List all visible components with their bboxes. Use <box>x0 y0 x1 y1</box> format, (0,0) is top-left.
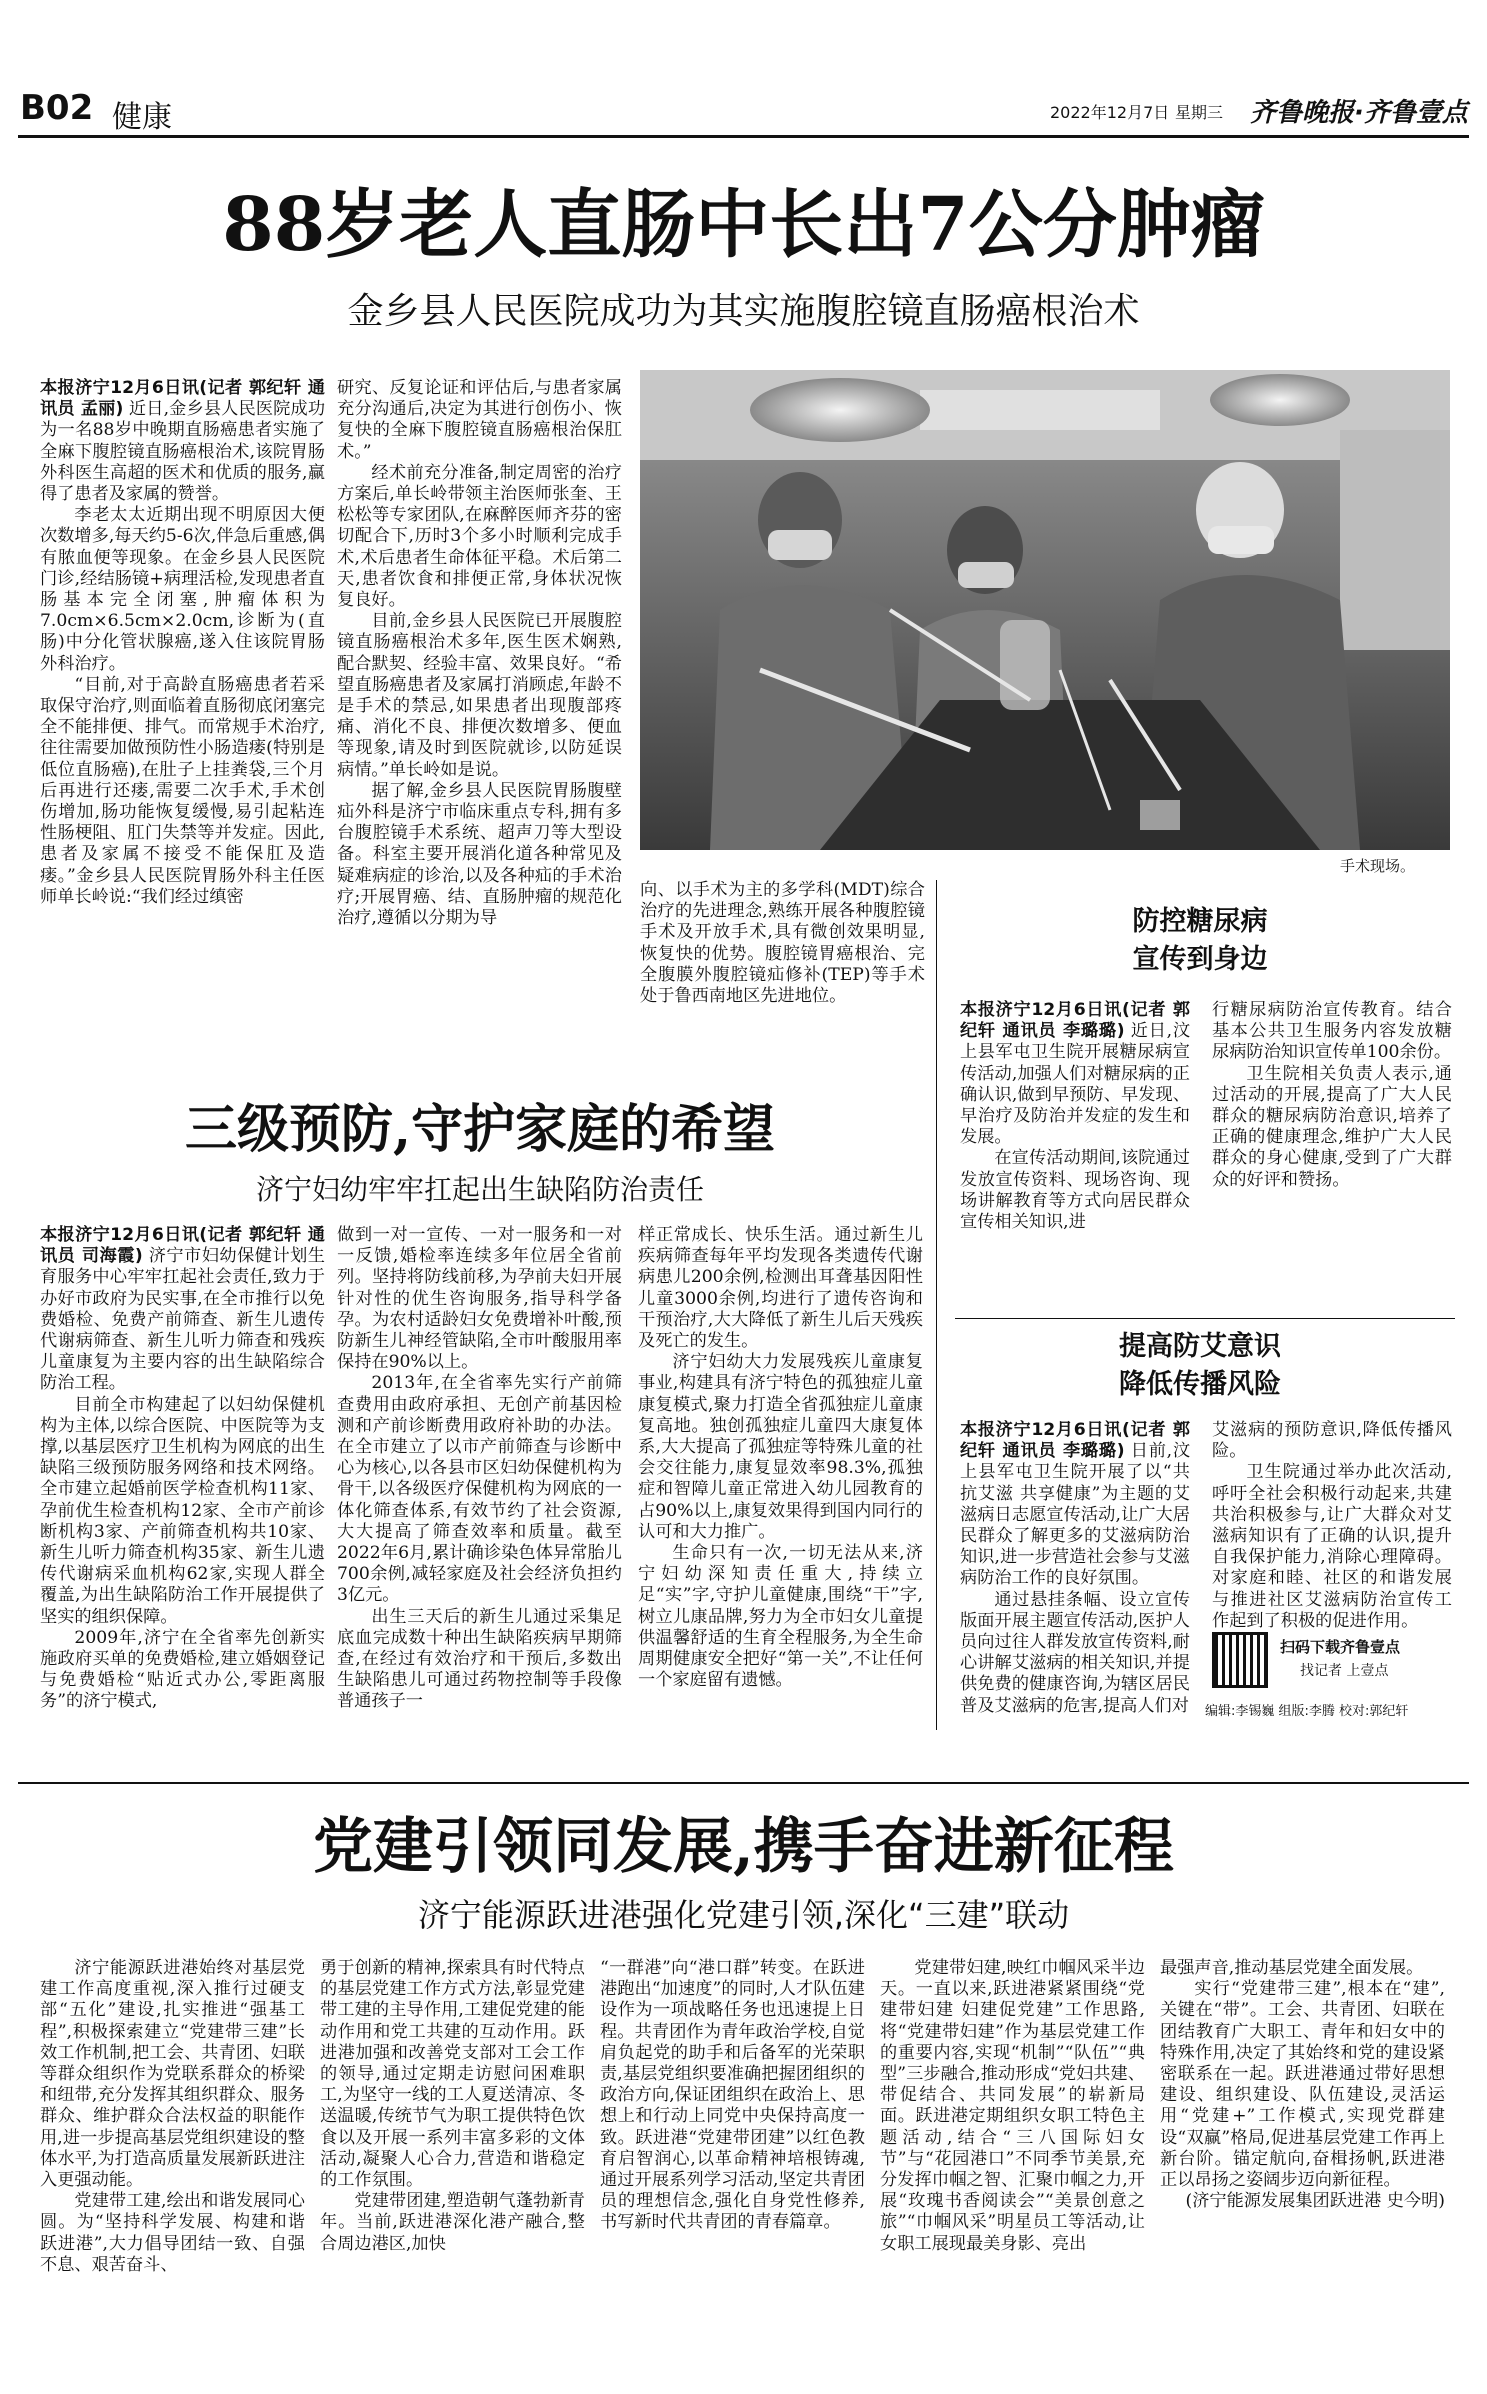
article3-column-4 <box>880 1958 1145 2383</box>
qr-label: 扫码下载齐鲁壹点 <box>1280 1638 1401 1656</box>
article3-paragraph: 实行“党建带三建”,根本在“建”,关键在“带”。工会、共青团、妇联在团结教育广大职工、青年和妇女中的特殊作用,决定了其始终和党的建设紧密联系在一起。跃进港通过带好思想建设、组织建设、队伍建设,灵活运用“党建+”工作模式,实现党群建设“双赢”格局,促进基层党建工作再上新台阶。锚定航向,奋楫扬帆,跃进港正以昂扬之姿阔步迈向新征程。 <box>1160 1979 1445 2191</box>
article1-paragraph: 研究、反复论证和评估后,与患者家属充分沟通后,决定为其进行创伤小、恢复快的全麻下腹腔镜直肠癌根治保肛术。” <box>337 378 622 462</box>
brief2-paragraph: 通过悬挂条幅、设立宣传版面开展主题宣传活动,医护人员向过往人群发放宣传资料,耐心讲解艾滋病的相关知识,并提供免费的健康咨询,为辖区居民普及艾滋病的危害,提高人们对 <box>960 1589 1190 1716</box>
brief1-byline: 本报济宁12月6日讯(记者 郭纪轩 通讯员 李璐璐) <box>960 1000 1190 1042</box>
article1-byline: 本报济宁12月6日讯(记者 郭纪轩 通讯员 孟丽) <box>40 378 325 420</box>
article3-subhead: 济宁能源跃进港强化党建引领,深化“三建”联动 <box>417 1896 1070 1934</box>
brief2-paragraph: 艾滋病的预防意识,降低传播风险。 <box>1212 1420 1452 1462</box>
brief1-column-1: 本报济宁12月6日讯(记者 郭纪轩 通讯员 李璐璐) 近日,汶上县军屯卫生院开展糖尿病宣传活动,加强人们对糖尿病的正确认识,做到早预防、早发现、早治疗及防治并发症的发生和发展。 在宣传活动期间,该院通过发放宣传资料、现场咨询、现场讲解教育等方式向居民群众宣传相关知识,进 <box>960 1000 1191 1233</box>
brief1-paragraph: 在宣传活动期间,该院通过发放宣传资料、现场咨询、现场讲解教育等方式向居民群众宣传相关知识,进 <box>960 1148 1190 1233</box>
article1-paragraph: “目前,对于高龄直肠癌患者若采取保守治疗,则面临着直肠彻底闭塞完全不能排便、排气。而常规手术治疗,往往需要加做预防性小肠造瘘(特别是低位直肠癌),在肚子上挂粪袋,三个月后再进行还瘘,需要二次手术,手术创伤增加,肠功能恢复缓慢,易引起粘连性肠梗阻、肛门失禁等并发症。因此,患者及家属不接受不能保肛及造瘘。”金乡县人民医院胃肠外科主任医师单长岭说:“我们经过缜密 <box>40 674 325 907</box>
qr-credit: 找记者 上壹点 <box>1300 1663 1389 1679</box>
article2-byline: 本报济宁12月6日讯(记者 郭纪轩 通讯员 司海霞) <box>40 1225 325 1267</box>
article3-column-1 <box>40 1958 305 2383</box>
brief1-title-line1: 防控糖尿病 <box>1132 906 1268 937</box>
article1-column-1: 本报济宁12月6日讯(记者 郭纪轩 通讯员 孟丽) 近日,金乡县人民医院成功为一名88岁中晚期直肠癌患者实施了全麻下腹腔镜直肠癌根治术,该院胃肠外科医生高超的医术和优质的服务,赢得了患者及家属的赞誉。 李老太太近期出现不明原因大便次数增多,每天约5-6次,伴急后重感,偶有脓血便等现象。在金乡县人民医院门诊,经结肠镜+病理活检,发现患者直肠基本完全闭塞,肿瘤体积为7.0cm×6.5cm×2.0cm,诊断为(直肠)中分化管状腺癌,遂入住该院胃肠外科治疗。 “目前,对于高龄直肠癌患者若采取保守治疗,则面临着直肠彻底闭塞完全不能排便、排气。而常规手术治疗,往往需要加做预防性小肠造瘘(特别是低位直肠癌),在肚子上挂粪袋,三个月后再进行还瘘,需要二次手术,手术创伤增加,肠功能恢复缓慢,易引起粘连性肠梗阻、肛门失禁等并发症。因此,患者及家属不接受不能保肛及造瘘。”金乡县人民医院胃肠外科主任医师单长岭说:“我们经过缜密 <box>40 378 326 907</box>
article1-headline: 88岁老人直肠中长出7公分肿瘤 <box>222 182 1265 268</box>
paper-logo: 齐鲁晚报·齐鲁壹点 <box>1250 98 1468 128</box>
qr-code[interactable] <box>1212 1632 1268 1688</box>
article2-paragraph: 目前全市构建起了以妇幼保健机构为主体,以综合医院、中医院等为支撑,以基层医疗卫生机构为网底的出生缺陷三级预防服务网络和技术网络。全市建立起婚前医学检查机构11家、孕前优生检查机构12家、全市产前诊断机构3家、产前筛查机构共10家、新生儿听力筛查机构35家、新生儿遗传代谢病采血机构62家,实现人群全覆盖,为出生缺陷防治工作开展提供了坚实的组织保障。 <box>40 1394 325 1627</box>
divider <box>955 1318 1455 1319</box>
article1-paragraph: 向、以手术为主的多学科(MDT)综合治疗的先进理念,熟练开展各种腹腔镜手术及开放手术,具有微创效果明显,恢复快的优势。腹腔镜胃癌根治、完全腹膜外腹腔镜疝修补(TEP)等手术处于鲁西南地区先进地位。 <box>640 880 925 1007</box>
article2-paragraph: 做到一对一宣传、一对一服务和一对一反馈,婚检率连续多年位居全省前列。坚持将防线前移,为孕前夫妇开展针对性的优生咨询服务,指导科学备孕。为农村适龄妇女免费增补叶酸,预防新生儿神经管缺陷,全市叶酸服用率保持在90%以上。 <box>337 1225 622 1373</box>
brief2-column-2 <box>1212 1420 1452 1631</box>
article2-paragraph: 生命只有一次,一切无法从来,济宁妇幼深知责任重大,持续立足“实”字,守护儿童健康,围绕“干”字,树立儿康品牌,努力为全市妇女儿童提供温馨舒适的生育全程服务,为全生命周期健康安全把好“第一关”,不让任何一个家庭留有遗憾。 <box>638 1543 923 1691</box>
editor-credits: 编辑:李锡巍 组版:李腾 校对:郭纪轩 <box>1205 1704 1409 1719</box>
article1-paragraph: 据了解,金乡县人民医院胃肠腹壁疝外科是济宁市临床重点专科,拥有多台腹腔镜手术系统、超声刀等大型设备。科室主要开展消化道各种常见及疑难病症的诊治,以及各种疝的手术治疗;开展胃癌、结、直肠肿瘤的规范化治疗,遵循以分期为导 <box>337 780 622 929</box>
article2-paragraph: 2009年,济宁在全省率先创新实施政府买单的免费婚检,建立婚姻登记与免费婚检“贴近式办公,零距离服务”的济宁模式, <box>40 1627 325 1712</box>
article1-subhead: 金乡县人民医院成功为其实施腹腔镜直肠癌根治术 <box>347 291 1140 332</box>
article2-paragraph: 2013年,在全省率先实行产前筛查费用由政府承担、无创产前基因检测和产前诊断费用政府补助的办法。在全市建立了以市产前筛查与诊断中心为核心,以各县市区妇幼保健机构为骨干,以各级医疗保健机构为网底的一体化筛查体系,有效节约了社会资源,大大提高了筛查效率和质量。截至2022年6月,累计确诊染色体异常胎儿700余例,减轻家庭及社会经济负担约3亿元。 <box>337 1373 622 1606</box>
article3-column-2 <box>320 1958 585 2383</box>
article3-paragraph: 党建带妇建,映红巾帼风采半边天。一直以来,跃进港紧紧围绕“党建带妇建 妇建促党建”工作思路,将“党建带妇建”作为基层党建工作的重要内容,实现“机制”“队伍”“典型”三步融合,推动形成“党妇共建、带促结合、共同发展”的崭新局面。跃进港定期组织女职工特色主题活动,结合“三八国际妇女节”与“花园港口”不同季节美景,充分发挥巾帼之智、汇聚巾帼之力,开展“玫瑰书香阅读会”“美景创意之旅”“巾帼风采”明星员工等活动,让女职工展现最美身影、亮出 <box>880 1958 1145 2254</box>
issue-date: 2022年12月7日 <box>1050 103 1170 122</box>
article3-paragraph: 济宁能源跃进港始终对基层党建工作高度重视,深入推行过硬支部“五化”建设,扎实推进“强基工程”,积极探索建立“党建带三建”长效工作机制,把工会、共青团、妇联等群众组织作为党联系群众的桥梁和纽带,充分发挥其组织群众、服务群众、维护群众合法权益的职能作用,进一步提高基层党组织建设的整体水平,为打造高质量发展新跃进注入更强动能。 <box>40 1958 305 2191</box>
article2-paragraph: 济宁妇幼大力发展残疾儿童康复事业,构建具有济宁特色的孤独症儿童康复模式,聚力打造全省孤独症儿童康复高地。独创孤独症儿童四大康复体系,大大提高了孤独症等特殊儿童的社会交往能力,康复显效率98.3%,孤独症和智障儿童正常进入幼儿园教育的占90%以上,康复效果得到国内同行的认可和大力推广。 <box>638 1352 923 1542</box>
surgery-photo <box>640 370 1450 850</box>
article1-column-3 <box>640 880 925 1070</box>
article2-column-2 <box>337 1225 622 1785</box>
article1-paragraph: 经术前充分准备,制定周密的治疗方案后,单长岭带领主治医师张奎、王松松等专家团队,在麻醉医师齐芬的密切配合下,历时3个多小时顺利完成手术,术后患者生命体征平稳。术后第二天,患者饮食和排便正常,身体状况恢复良好。 <box>337 462 622 611</box>
article3-paragraph: 党建带工建,绘出和谐发展同心圆。为“坚持科学发展、构建和谐跃进港”,大力倡导团结一致、自强不息、艰苦奋斗、 <box>40 2191 305 2275</box>
brief1-paragraph: 行糖尿病防治宣传教育。结合基本公共卫生服务内容发放糖尿病防治知识宣传单100余份。 <box>1212 1000 1452 1063</box>
photo-caption: 手术现场。 <box>1340 857 1416 875</box>
article2-paragraph: 样正常成长、快乐生活。通过新生儿疾病筛查每年平均发现各类遗传代谢病患儿200余例,检测出耳聋基因阳性儿童3000余例,均进行了遗传咨询和干预治疗,大大降低了新生儿后天残疾及死亡的发生。 <box>638 1225 923 1352</box>
article3-paragraph: 勇于创新的精神,探索具有时代特点的基层党建工作方式方法,彰显党建带工建的主导作用,工建促党建的能动作用和党工共建的互动作用。跃进港加强和改善党支部对工会工作的领导,通过定期走访慰问困难职工,为坚守一线的工人夏送清凉、冬送温暖,传统节气为职工提供特色饮食以及开展一系列丰富多彩的文体活动,凝聚人心合力,营造和谐稳定的工作氛围。 <box>320 1958 585 2191</box>
article3-source: (济宁能源发展集团跃进港 史今明) <box>1185 2191 1445 2212</box>
brief2-column-1: 本报济宁12月6日讯(记者 郭纪轩 通讯员 李璐璐) 日前,汶上县军屯卫生院开展了以“共抗艾滋 共享健康”为主题的艾滋病日志愿宣传活动,让广大居民群众了解更多的艾滋病防治知识,进一步营造社会参与艾滋病防治工作的良好氛围。 通过悬挂条幅、设立宣传版面开展主题宣传活动,医护人员向过往人群发放宣传资料,耐心讲解艾滋病的相关知识,并提供免费的健康咨询,为辖区居民普及艾滋病的危害,提高人们对 <box>960 1420 1191 1716</box>
brief1-column-2 <box>1212 1000 1452 1310</box>
article2-column-1: 本报济宁12月6日讯(记者 郭纪轩 通讯员 司海霞) 济宁市妇幼保健计划生育服务中心牢牢扛起社会责任,致力于办好市政府为民实事,在全市推行以免费婚检、免费产前筛查、新生儿遗传代谢病筛查、新生儿听力筛查和残疾儿童康复为主要内容的出生缺陷综合防治工程。 目前全市构建起了以妇幼保健机构为主体,以综合医院、中医院等为支撑,以基层医疗卫生机构为网底的出生缺陷三级预防服务网络和技术网络。全市建立起婚前医学检查机构11家、孕前优生检查机构12家、全市产前诊断机构3家、产前筛查机构共10家、新生儿听力筛查机构35家、新生儿遗传代谢病采血机构62家,实现人群全覆盖,为出生缺陷防治工作开展提供了坚实的组织保障。 2009年,济宁在全省率先创新实施政府买单的免费婚检,建立婚姻登记与免费婚检“贴近式办公,零距离服务”的济宁模式, <box>40 1225 325 1712</box>
brief2-paragraph: 卫生院通过举办此次活动,呼吁全社会积极行动起来,共建共治积极参与,让广大群众对艾滋病知识有了正确的认识,提升自我保护能力,消除心理障碍。对家庭和睦、社区的和谐发展与推进社区艾滋病防治宣传工作起到了积极的促进作用。 <box>1212 1462 1452 1631</box>
article3-column-5 <box>1160 1958 1445 2383</box>
brief2-title-line2: 降低传播风险 <box>1119 1369 1281 1400</box>
article3-column-3 <box>600 1958 865 2383</box>
article1-paragraph: 目前,金乡县人民医院已开展腹腔镜直肠癌根治术多年,医生医术娴熟,配合默契、经验丰富、效果良好。“希望直肠癌患者及家属打消顾虑,年龄不是手术的禁忌,如果患者出现腹部疼痛、消化不良、排便次数增多、便血等现象,请及时到医院就诊,以防延误病情。”单长岭如是说。 <box>337 611 622 780</box>
brief2-byline: 本报济宁12月6日讯(记者 郭纪轩 通讯员 李璐璐) <box>960 1420 1190 1462</box>
article3-headline: 党建引领同发展,携手奋进新征程 <box>313 1812 1174 1882</box>
divider <box>936 880 937 1730</box>
article2-paragraph: 出生三天后的新生儿通过采集足底血完成数十种出生缺陷疾病早期筛查,在经过有效治疗和干预后,多数出生缺陷患儿可通过药物控制等手段像普通孩子一 <box>337 1606 622 1712</box>
article2-column-3 <box>638 1225 923 1785</box>
brief1-title-line2: 宣传到身边 <box>1132 944 1268 975</box>
article1-paragraph: 李老太太近期出现不明原因大便次数增多,每天约5-6次,伴急后重感,偶有脓血便等现象。在金乡县人民医院门诊,经结肠镜+病理活检,发现患者直肠基本完全闭塞,肿瘤体积为7.0cm×6.5cm×2.0cm,诊断为(直肠)中分化管状腺癌,遂入住该院胃肠外科治疗。 <box>40 505 325 674</box>
brief1-paragraph: 卫生院相关负责人表示,通过活动的开展,提高了广大人民群众的糖尿病防治意识,培养了正确的健康理念,维护广大人民群众的身心健康,受到了广大群众的好评和赞扬。 <box>1212 1063 1452 1190</box>
masthead-rule <box>18 135 1469 138</box>
section-name: 健康 <box>112 100 172 135</box>
surgery-photo-illustration <box>640 370 1450 850</box>
issue-weekday: 星期三 <box>1175 103 1224 122</box>
divider <box>18 1782 1469 1784</box>
article1-column-2 <box>337 378 622 1068</box>
brief2-title-line1: 提高防艾意识 <box>1119 1331 1281 1362</box>
article2-headline: 三级预防,守护家庭的希望 <box>184 1099 776 1160</box>
page-code: B02 <box>20 88 94 128</box>
article2-subhead: 济宁妇幼牢牢扛起出生缺陷防治责任 <box>255 1173 704 1206</box>
article3-paragraph: 最强声音,推动基层党建全面发展。 <box>1160 1958 1424 1978</box>
article3-paragraph: “一群港”向“港口群”转变。在跃进港跑出“加速度”的同时,人才队伍建设作为一项战略任务也迅速提上日程。共青团作为青年政治学校,自觉肩负起党的助手和后备军的光荣职责,基层党组织要准确把握团组织的政治方向,保证团组织在政治上、思想上和行动上同党中央保持高度一致。跃进港“党建带团建”以红色教育启智润心,以革命精神培根铸魂,通过开展系列学习活动,坚定共青团员的理想信念,强化自身党性修养,书写新时代共青团的青春篇章。 <box>600 1958 865 2233</box>
article3-paragraph: 党建带团建,塑造朝气蓬勃新青年。当前,跃进港深化港产融合,整合周边港区,加快 <box>320 2191 585 2254</box>
